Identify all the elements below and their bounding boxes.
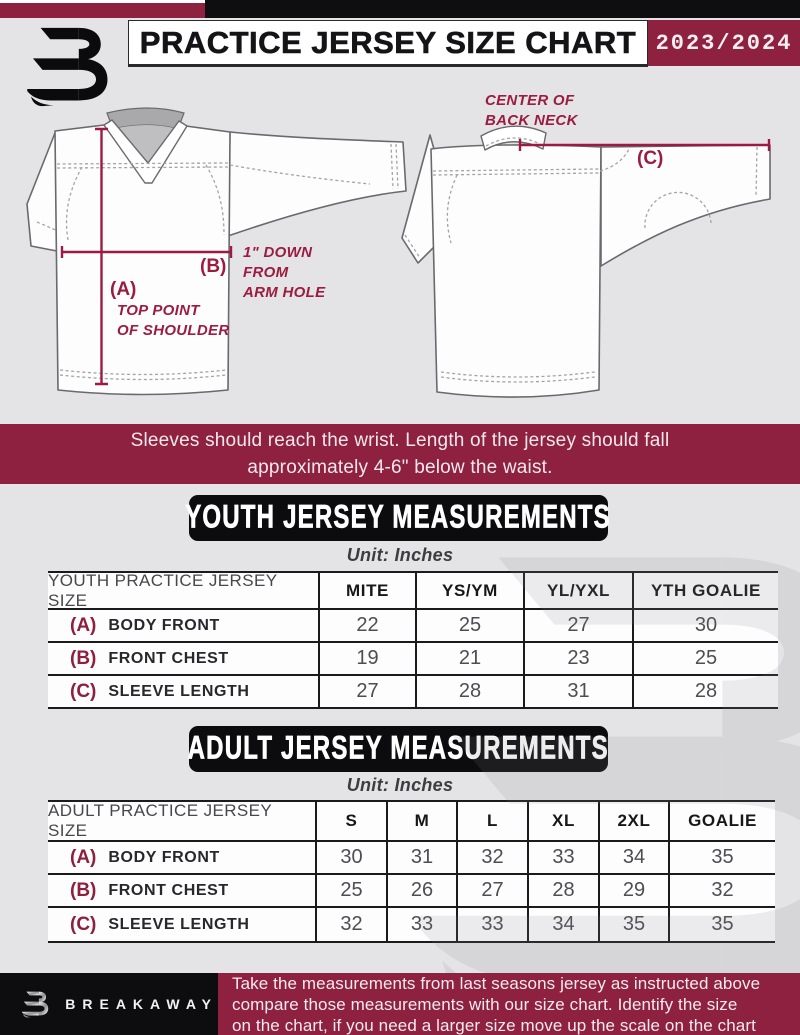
annotation-b-label: (B) [200,256,227,277]
column-header: M [386,802,456,840]
size-value: 33 [527,840,598,873]
row-label-text: SLEEVE LENGTH [108,915,250,933]
column-header: L [456,802,527,840]
adult-section-banner [189,726,608,772]
size-value: 31 [386,840,456,873]
size-value: 28 [632,674,778,707]
annotation-arm-hole: 1" DOWN FROM ARM HOLE [243,244,326,301]
annotation-top-point: TOP POINT OF SHOULDER [117,302,230,339]
column-header: XL [527,802,598,840]
size-value: 29 [598,873,668,906]
row-key: (A) [70,846,97,868]
size-value: 35 [668,840,775,873]
size-value: 30 [315,840,386,873]
size-value: 27 [456,873,527,906]
size-value: 21 [415,641,523,674]
column-header: YL/YXL [523,573,632,608]
size-value: 35 [668,906,775,941]
size-value: 25 [632,641,778,674]
size-value: 34 [598,840,668,873]
annotation-c-label: (C) [637,148,664,169]
row-key: (C) [70,913,97,935]
footer-note-line: on the chart, if you need a larger size move up the scale on the chart [232,1015,756,1035]
size-value: 32 [668,873,775,906]
size-value: 23 [523,641,632,674]
row-key: (A) [70,614,97,636]
size-value: 32 [456,840,527,873]
youth-section-banner [185,495,612,541]
adult-size-table [48,800,775,943]
annotation-a-label: (A) [110,279,137,300]
column-header: YS/YM [415,573,523,608]
size-value: 32 [315,906,386,941]
page-title: PRACTICE JERSEY SIZE CHART [139,24,637,60]
size-value: 30 [632,608,778,641]
footer-note-line: Take the measurements from last seasons jersey as instructed above [232,973,761,993]
row-key: (B) [70,647,97,669]
fit-notice-banner [0,424,800,484]
column-header: GOALIE [668,802,775,840]
youth-unit-label: Unit: Inches [346,545,454,565]
row-label-text: SLEEVE LENGTH [108,682,250,700]
size-value: 25 [315,873,386,906]
row-key: (C) [70,680,97,702]
size-value: 31 [523,674,632,707]
youth-size-table [48,571,778,709]
row-label-text: FRONT CHEST [108,649,229,667]
annotation-center-back-neck: CENTER OF BACK NECK [485,92,578,129]
size-value: 26 [386,873,456,906]
footer-brand-name: BREAKAWAY [65,996,218,1012]
footer-note-line: compare those measurements with our size chart. Identify the size [232,994,738,1014]
row-label-text: BODY FRONT [108,848,220,866]
row-label-text: BODY FRONT [108,616,220,634]
size-value: 27 [318,674,415,707]
column-header: MITE [318,573,415,608]
row-label [48,674,318,707]
table-label-header: ADULT PRACTICE JERSEY SIZE [48,801,272,840]
size-value: 28 [527,873,598,906]
footer-instructions [218,973,800,1035]
fit-notice-line2: approximately 4-6" below the waist. [247,457,553,478]
size-value: 34 [527,906,598,941]
size-value: 35 [598,906,668,941]
size-value: 28 [415,674,523,707]
row-key: (B) [70,879,97,901]
size-value: 22 [318,608,415,641]
column-header: 2XL [598,802,668,840]
table-label-header: YOUTH PRACTICE JERSEY SIZE [48,570,278,610]
adult-unit-label: Unit: Inches [346,775,454,795]
size-value: 33 [456,906,527,941]
size-value: 25 [415,608,523,641]
footer-brand-block [0,973,218,1035]
size-value: 33 [386,906,456,941]
row-label [48,641,318,674]
size-value: 27 [523,608,632,641]
youth-banner-label: YOUTH JERSEY MEASUREMENTS [185,499,612,536]
season-label: 2023/2024 [655,30,793,56]
row-label-text: FRONT CHEST [108,881,229,899]
adult-banner-label: ADULT JERSEY MEASUREMENTS [187,730,610,767]
breakaway-footer-logo [22,990,53,1019]
size-value: 19 [318,641,415,674]
column-header: S [315,802,386,840]
row-label [48,608,318,641]
row-label [48,873,315,906]
jersey-back-diagram [402,126,770,397]
row-label [48,840,315,873]
column-header: YTH GOALIE [632,573,778,608]
row-label [48,906,315,941]
jersey-diagrams [0,0,800,423]
fit-notice-line1: Sleeves should reach the wrist. Length of the jersey should fall [130,430,670,451]
